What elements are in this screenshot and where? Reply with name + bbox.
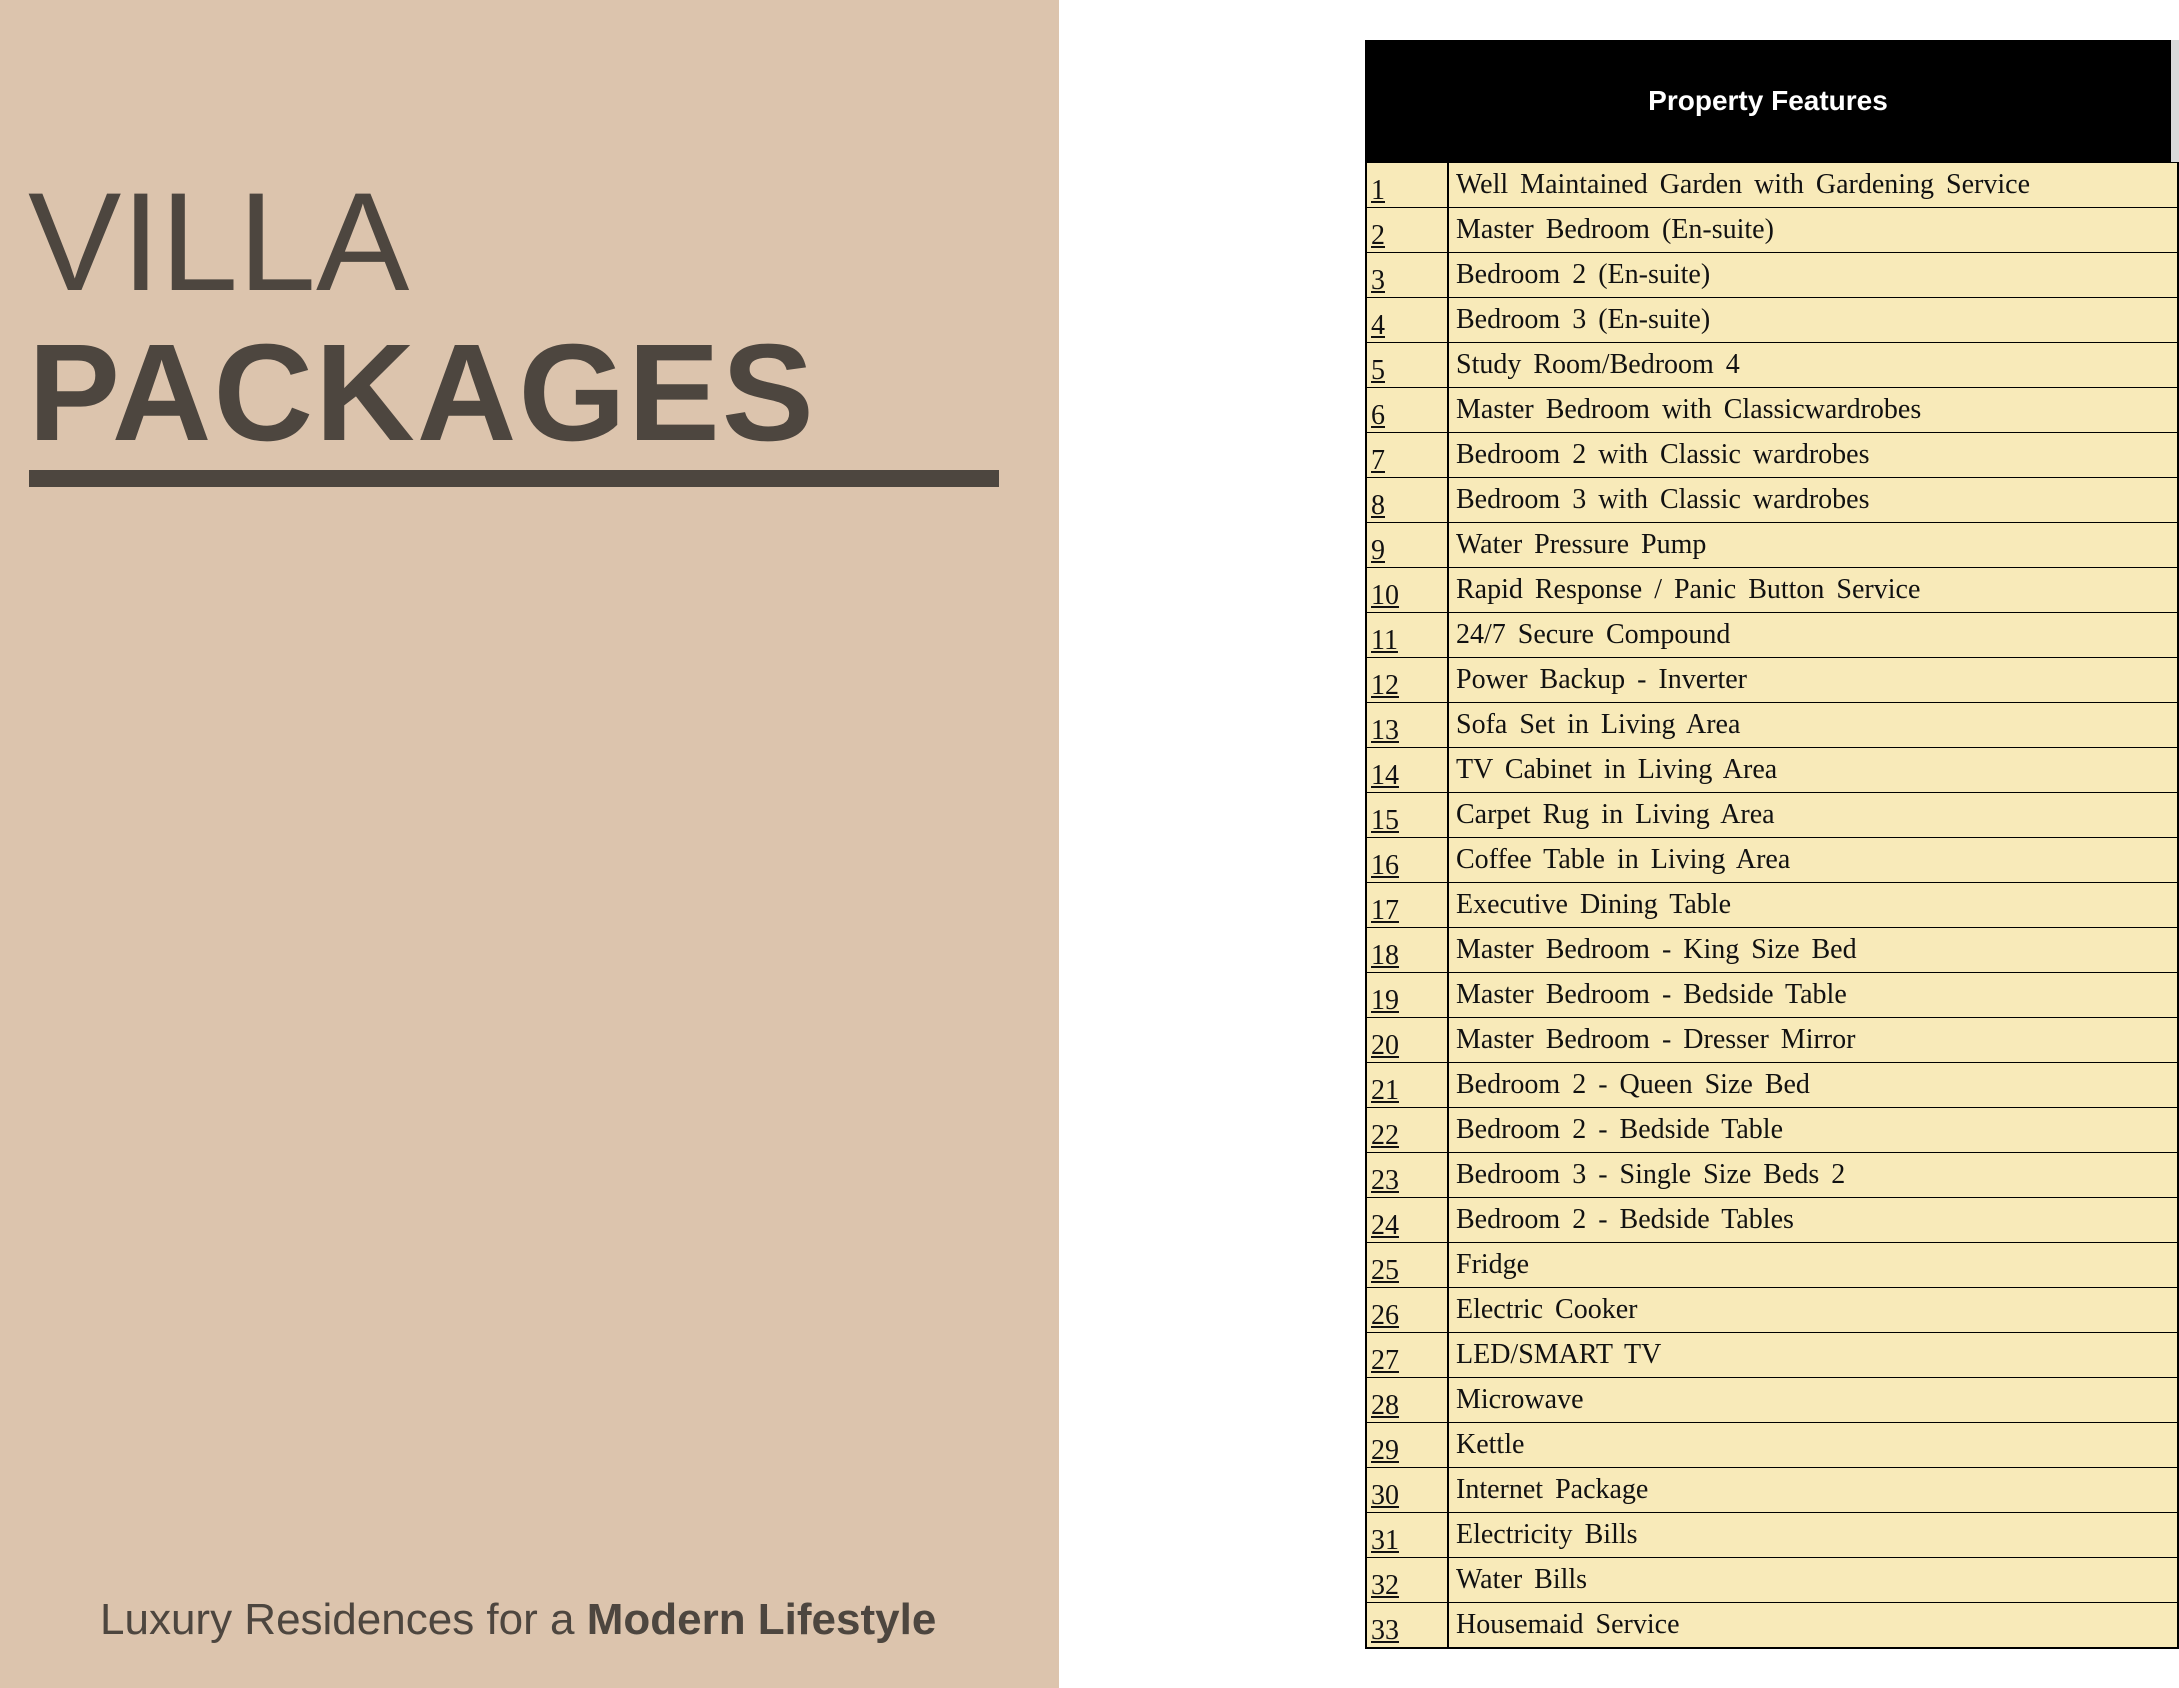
row-number: 17 — [1367, 883, 1449, 927]
title-villa: VILLA — [28, 163, 410, 320]
row-number: 16 — [1367, 838, 1449, 882]
row-number: 21 — [1367, 1063, 1449, 1107]
table-row — [1367, 612, 2177, 657]
row-feature: Bedroom 3 with Classic wardrobes — [1456, 484, 1870, 515]
table-row — [1367, 1017, 2177, 1062]
row-feature: Electricity Bills — [1456, 1519, 1638, 1550]
table-row — [1367, 477, 2177, 522]
row-feature: Master Bedroom - Bedside Table — [1456, 979, 1847, 1010]
table-row — [1367, 927, 2177, 972]
row-feature: Master Bedroom - King Size Bed — [1456, 934, 1857, 965]
title-packages: PACKAGES — [28, 316, 816, 470]
table-row — [1367, 792, 2177, 837]
row-number: 7 — [1367, 433, 1449, 477]
table-row — [1367, 657, 2177, 702]
row-number: 11 — [1367, 613, 1449, 657]
row-number: 2 — [1367, 208, 1449, 252]
row-number: 19 — [1367, 973, 1449, 1017]
row-feature: Coffee Table in Living Area — [1456, 844, 1791, 875]
table-row — [1367, 1467, 2177, 1512]
row-number: 24 — [1367, 1198, 1449, 1242]
row-number: 23 — [1367, 1153, 1449, 1197]
row-number: 6 — [1367, 388, 1449, 432]
row-feature: 24/7 Secure Compound — [1456, 619, 1731, 650]
tagline-bold: Modern Lifestyle — [586, 1595, 937, 1644]
row-number: 8 — [1367, 478, 1449, 522]
row-number: 1 — [1367, 163, 1449, 207]
row-number: 12 — [1367, 658, 1449, 702]
row-number: 14 — [1367, 748, 1449, 792]
row-feature: Bedroom 2 (En-suite) — [1456, 259, 1711, 290]
row-feature: Electric Cooker — [1456, 1294, 1638, 1325]
row-number: 10 — [1367, 568, 1449, 612]
row-feature: Water Pressure Pump — [1456, 529, 1707, 560]
table-row — [1367, 1152, 2177, 1197]
property-features-table — [1365, 40, 2179, 1649]
row-feature: Kettle — [1456, 1429, 1525, 1460]
row-feature: Bedroom 2 with Classic wardrobes — [1456, 439, 1870, 470]
row-feature: Sofa Set in Living Area — [1456, 709, 1741, 740]
table-row — [1367, 207, 2177, 252]
row-number: 31 — [1367, 1513, 1449, 1557]
row-feature: Housemaid Service — [1456, 1609, 1680, 1640]
table-header: Property Features — [1365, 40, 2179, 162]
row-feature: Bedroom 2 - Queen Size Bed — [1456, 1069, 1810, 1100]
row-feature: TV Cabinet in Living Area — [1456, 754, 1778, 785]
row-number: 4 — [1367, 298, 1449, 342]
row-number: 13 — [1367, 703, 1449, 747]
row-feature: Well Maintained Garden with Gardening Service — [1456, 169, 2031, 200]
row-feature: Carpet Rug in Living Area — [1456, 799, 1775, 830]
title-underline — [29, 470, 999, 487]
table-row — [1367, 1602, 2177, 1647]
table-row — [1367, 567, 2177, 612]
table-row — [1367, 702, 2177, 747]
table-row — [1367, 747, 2177, 792]
table-row — [1367, 1242, 2177, 1287]
row-number: 30 — [1367, 1468, 1449, 1512]
row-feature: Bedroom 3 (En-suite) — [1456, 304, 1711, 335]
row-number: 15 — [1367, 793, 1449, 837]
table-row — [1367, 432, 2177, 477]
table-row — [1367, 1332, 2177, 1377]
table-row — [1367, 882, 2177, 927]
row-number: 33 — [1367, 1603, 1449, 1647]
table-row — [1367, 297, 2177, 342]
row-number: 27 — [1367, 1333, 1449, 1377]
table-row — [1367, 1197, 2177, 1242]
row-number: 3 — [1367, 253, 1449, 297]
table-row — [1367, 522, 2177, 567]
row-feature: Bedroom 2 - Bedside Table — [1456, 1114, 1784, 1145]
table-row — [1367, 1287, 2177, 1332]
row-feature: Master Bedroom with Classicwardrobes — [1456, 394, 1922, 425]
cover-panel — [0, 0, 1059, 1688]
table-row — [1367, 837, 2177, 882]
row-feature: Master Bedroom - Dresser Mirror — [1456, 1024, 1856, 1055]
table-row — [1367, 1557, 2177, 1602]
row-number: 20 — [1367, 1018, 1449, 1062]
row-number: 26 — [1367, 1288, 1449, 1332]
table-row — [1367, 252, 2177, 297]
row-number: 22 — [1367, 1108, 1449, 1152]
row-number: 28 — [1367, 1378, 1449, 1422]
table-row — [1367, 387, 2177, 432]
table-row — [1367, 1107, 2177, 1152]
row-number: 5 — [1367, 343, 1449, 387]
table-row — [1367, 1062, 2177, 1107]
row-feature: Fridge — [1456, 1249, 1530, 1280]
table-row — [1367, 972, 2177, 1017]
row-feature: Bedroom 2 - Bedside Tables — [1456, 1204, 1794, 1235]
row-number: 29 — [1367, 1423, 1449, 1467]
row-number: 9 — [1367, 523, 1449, 567]
row-feature: Power Backup - Inverter — [1456, 664, 1748, 695]
row-number: 32 — [1367, 1558, 1449, 1602]
table-row — [1367, 342, 2177, 387]
row-feature: LED/SMART TV — [1456, 1339, 1662, 1370]
tagline-regular: Luxury Residences for a — [100, 1595, 587, 1644]
row-feature: Executive Dining Table — [1456, 889, 1732, 920]
row-feature: Study Room/Bedroom 4 — [1456, 349, 1740, 380]
row-feature: Bedroom 3 - Single Size Beds 2 — [1456, 1159, 1846, 1190]
table-row — [1367, 162, 2177, 207]
row-feature: Rapid Response / Panic Button Service — [1456, 574, 1921, 605]
row-feature: Water Bills — [1456, 1564, 1588, 1595]
row-feature: Master Bedroom (En-suite) — [1456, 214, 1774, 245]
table-row — [1367, 1377, 2177, 1422]
row-number: 18 — [1367, 928, 1449, 972]
row-feature: Microwave — [1456, 1384, 1584, 1415]
tagline — [100, 1595, 936, 1645]
row-feature: Internet Package — [1456, 1474, 1649, 1505]
table-row — [1367, 1512, 2177, 1557]
table-body — [1365, 162, 2179, 1649]
row-number: 25 — [1367, 1243, 1449, 1287]
table-row — [1367, 1422, 2177, 1467]
